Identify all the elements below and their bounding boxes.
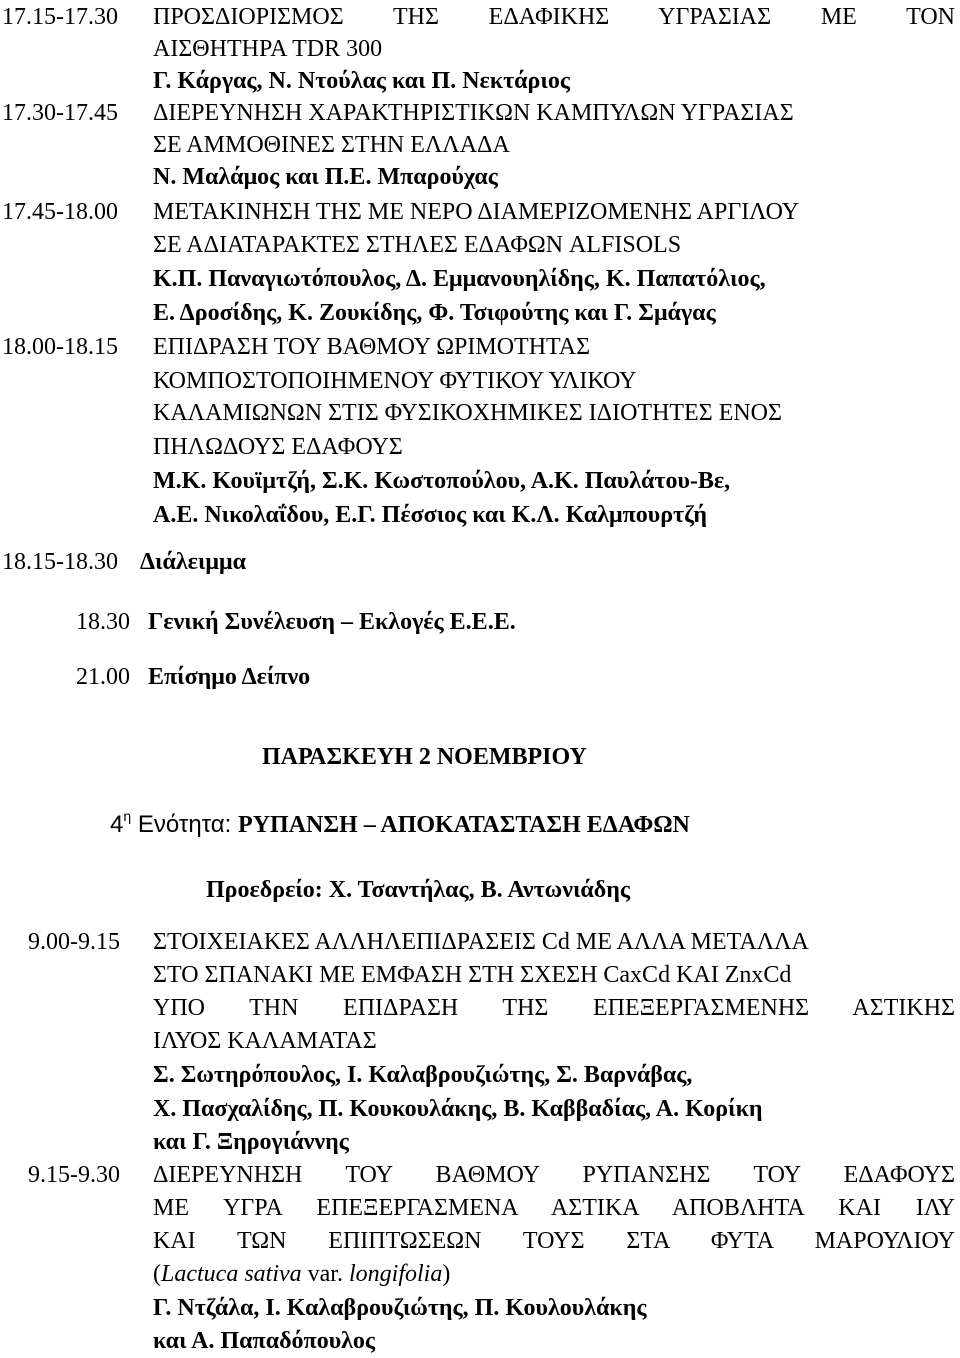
- session-title-line: ΣΤΟΙΧΕΙΑΚΕΣ ΑΛΛΗΛΕΠΙΔΡΑΣΕΙΣ Cd ΜΕ ΑΛΛΑ ΜΕΤΑΛΛΑ: [153, 929, 809, 955]
- session-title-line: ΣΕ ΑΜΜΟΘΙΝΕΣ ΣΤΗΝ ΕΛΛΑΔΑ: [153, 132, 510, 158]
- session-authors: Μ.Κ. Κουϊμτζή, Σ.Κ. Κωστοπούλου, Α.Κ. Παυλάτου-Βε,: [153, 468, 731, 494]
- session-authors: Α.Ε. Νικολαΐδου, Ε.Γ. Πέσσιος και Κ.Λ. Καλμπουρτζή: [153, 502, 707, 528]
- dinner-label: Επίσημο Δείπνο: [148, 664, 311, 690]
- session-title-line: ΔΙΕΡΕΥΝΗΣΗ ΧΑΡΑΚΤΗΡΙΣΤΙΚΩΝ ΚΑΜΠΥΛΩΝ ΥΓΡΑΣΙΑΣ: [153, 100, 794, 126]
- session-authors: και Γ. Ξηρογιάννης: [153, 1129, 349, 1155]
- session-title-line: ΔΙΕΡΕΥΝΗΣΗ ΤΟΥ ΒΑΘΜΟΥ ΡΥΠΑΝΣΗΣ ΤΟΥ ΕΔΑΦΟΥΣ: [153, 1162, 955, 1188]
- latin-genus-species: Lactuca sativa: [161, 1261, 302, 1287]
- session-authors: Σ. Σωτηρόπουλος, Ι. Καλαβρουζιώτης, Σ. Βαρνάβας,: [153, 1062, 693, 1088]
- session-time: 18.00-18.15: [2, 334, 118, 360]
- break-label: Διάλειμμα: [140, 549, 246, 575]
- paren-close: ): [442, 1261, 451, 1287]
- session-title-line: ΕΠΙΔΡΑΣΗ ΤΟΥ ΒΑΘΜΟΥ ΩΡΙΜΟΤΗΤΑΣ: [153, 334, 591, 360]
- break-time: 18.15-18.30: [2, 549, 118, 575]
- section-prefix: Ενότητα:: [131, 811, 239, 838]
- section-number: 4: [110, 811, 124, 838]
- var-text: var.: [301, 1261, 349, 1287]
- session-title-line: ΚΑΛΑΜΙΩΝΩΝ ΣΤΙΣ ΦΥΣΙΚΟΧΗΜΙΚΕΣ ΙΔΙΟΤΗΤΕΣ ΕΝΟΣ: [153, 400, 782, 426]
- session-authors: Ν. Μαλάμος και Π.Ε. Μπαρούχας: [153, 164, 498, 190]
- session-time: 17.45-18.00: [2, 199, 118, 225]
- session-time: 17.30-17.45: [2, 100, 118, 126]
- session-authors: Κ.Π. Παναγιωτόπουλος, Δ. Εμμανουηλίδης, Κ. Παπατόλιος,: [153, 266, 766, 292]
- dinner-time: 21.00: [76, 664, 130, 690]
- session-authors: Γ. Κάργας, Ν. Ντούλας και Π. Νεκτάριος: [153, 68, 570, 94]
- session-time: 17.15-17.30: [2, 4, 118, 30]
- latin-variety: longifolia: [348, 1261, 443, 1287]
- day-heading: ΠΑΡΑΣΚΕΥΗ 2 ΝΟΕΜΒΡΙΟΥ: [262, 744, 587, 770]
- section-name: ΡΥΠΑΝΣΗ – ΑΠΟΚΑΤΑΣΤΑΣΗ ΕΔΑΦΩΝ: [238, 812, 690, 838]
- session-time: 9.15-9.30: [28, 1162, 120, 1188]
- session-title-line: ΣΤΟ ΣΠΑΝΑΚΙ ΜΕ ΕΜΦΑΣΗ ΣΤΗ ΣΧΕΣΗ CaxCd ΚΑΙ ZnxCd: [153, 962, 792, 988]
- session-time: 9.00-9.15: [28, 929, 120, 955]
- section-ordinal: η: [123, 808, 132, 824]
- session-title-line: ΚΑΙ ΤΩΝ ΕΠΙΠΤΩΣΕΩΝ ΤΟΥΣ ΣΤΑ ΦΥΤΑ ΜΑΡΟΥΛΙΟΥ: [153, 1228, 955, 1254]
- session-title-line: ΥΠΟ ΤΗΝ ΕΠΙΔΡΑΣΗ ΤΗΣ ΕΠΕΞΕΡΓΑΣΜΕΝΗΣ ΑΣΤΙΚΗΣ: [153, 995, 955, 1021]
- session-title-line: ΠΡΟΣΔΙΟΡΙΣΜΟΣ ΤΗΣ ΕΔΑΦΙΚΗΣ ΥΓΡΑΣΙΑΣ ΜΕ ΤΟΝ: [153, 4, 955, 30]
- session-title-line: ΜΕ ΥΓΡΑ ΕΠΕΞΕΡΓΑΣΜΕΝΑ ΑΣΤΙΚΑ ΑΠΟΒΛΗΤΑ ΚΑΙ ΙΛΥ: [153, 1195, 955, 1221]
- session-title-line: ΚΟΜΠΟΣΤΟΠΟΙΗΜΕΝΟΥ ΦΥΤΙΚΟΥ ΥΛΙΚΟΥ: [153, 368, 637, 394]
- session-title-line: ΜΕΤΑΚΙΝΗΣΗ ΤΗΣ ΜΕ ΝΕΡΟ ΔΙΑΜΕΡΙΖΟΜΕΝΗΣ ΑΡΓΙΛΟΥ: [153, 199, 800, 225]
- session-authors: Ε. Δροσίδης, Κ. Ζουκίδης, Φ. Τσιφούτης και Γ. Σμάγας: [153, 300, 716, 326]
- session-authors: και Α. Παπαδόπουλος: [153, 1328, 376, 1354]
- session-authors: Γ. Ντζάλα, Ι. Καλαβρουζιώτης, Π. Κουλουλάκης: [153, 1295, 647, 1321]
- chair-line: Προεδρείο: Χ. Τσαντήλας, Β. Αντωνιάδης: [206, 877, 630, 903]
- session-title-line: ΠΗΛΩΔΟΥΣ ΕΔΑΦΟΥΣ: [153, 434, 403, 460]
- assembly-label: Γενική Συνέλευση – Εκλογές Ε.Ε.Ε.: [148, 609, 516, 635]
- section-title: [110, 810, 690, 840]
- session-authors: Χ. Πασχαλίδης, Π. Κουκουλάκης, Β. Καββαδίας, Α. Κορίκη: [153, 1096, 763, 1122]
- paren-open: (: [153, 1261, 161, 1287]
- session-title-line: [153, 1259, 450, 1289]
- session-title-line: ΑΙΣΘΗΤΗΡΑ TDR 300: [153, 36, 383, 62]
- session-title-line: ΙΛΥΟΣ ΚΑΛΑΜΑΤΑΣ: [153, 1028, 377, 1054]
- assembly-time: 18.30: [76, 609, 130, 635]
- session-title-line: ΣΕ ΑΔΙΑΤΑΡΑΚΤΕΣ ΣΤΗΛΕΣ ΕΔΑΦΩΝ ALFISOLS: [153, 232, 682, 258]
